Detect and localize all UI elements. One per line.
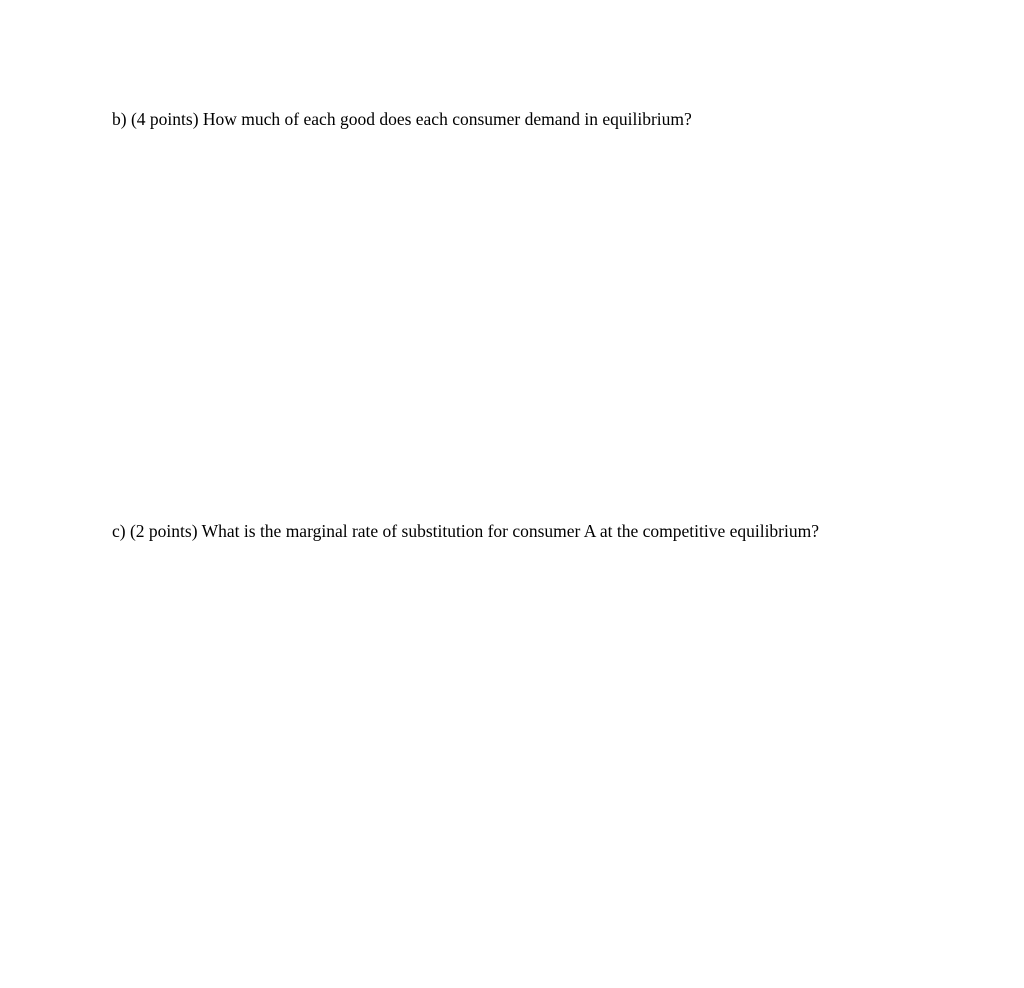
question-label: c) — [112, 521, 126, 541]
question-points: (4 points) — [130, 109, 199, 129]
question-text: What is the marginal rate of substitution for consumer A at the competitive equilibrium? — [201, 521, 820, 541]
question-label: b) — [112, 109, 127, 129]
question-c — [112, 520, 819, 542]
question-text: How much of each good does each consumer demand in equilibrium? — [202, 109, 692, 129]
question-points: (2 points) — [129, 521, 198, 541]
question-b — [112, 108, 692, 130]
